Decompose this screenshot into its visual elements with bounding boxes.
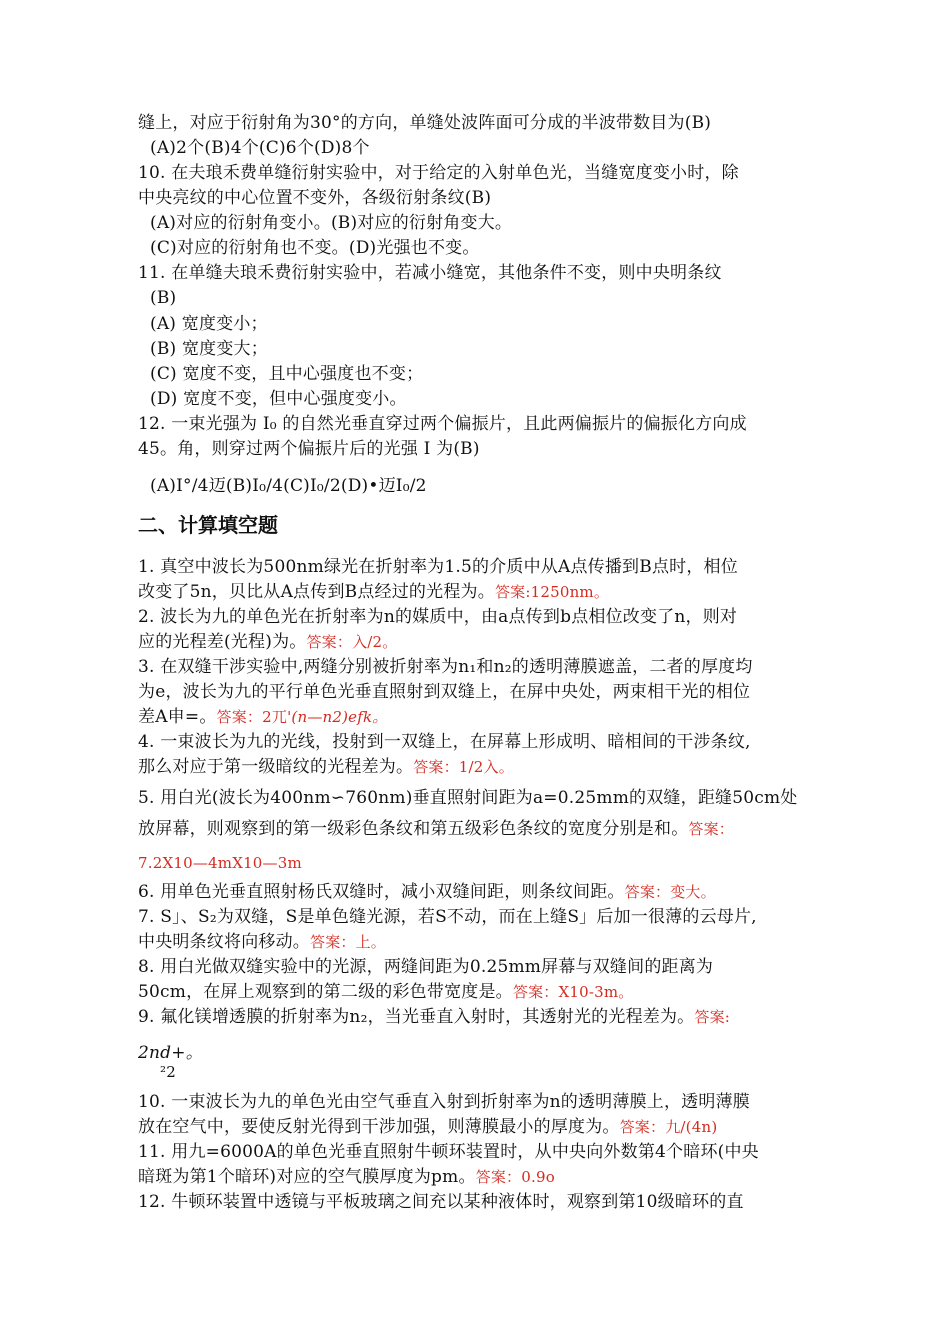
question-11-answer: (B)	[150, 288, 177, 308]
answer-text: 答案：2兀	[216, 708, 288, 726]
question-1-line-2	[138, 580, 609, 604]
question-11-line-1: 11. 在单缝夫琅禾费衍射实验中，若减小缝宽，其他条件不变，则中央明条纹	[138, 263, 722, 283]
option-b: (B) 宽度变大；	[150, 339, 268, 359]
option-c: (C) 宽度不变，且中心强度也不变；	[150, 364, 424, 384]
question-text: 6. 用单色光垂直照射杨氏双缝时，减小双缝间距，则条纹间距。	[138, 882, 625, 902]
question-7-line-2	[138, 930, 386, 954]
question-text: 放在空气中，要使反射光得到干涉加强，则薄膜最小的厚度为。	[138, 1117, 620, 1137]
answer-text: 答案：入/2。	[306, 633, 398, 651]
section-heading: 二、计算填空题	[138, 513, 278, 537]
question-9-formula-sub: ²2	[160, 1063, 176, 1081]
question-text: 放屏幕，则观察到的第一级彩色条纹和第五级彩色条纹的宽度分别是和。	[138, 819, 689, 839]
question-9-formula: 2nd+。	[138, 1043, 203, 1063]
question-10b-line-1: 10. 一束波长为九的单色光由空气垂直入射到折射率为n的透明薄膜上，透明薄膜	[138, 1092, 750, 1112]
question-11b-line-2	[138, 1165, 555, 1189]
question-text: 改变了5n，贝比从A点传到B点经过的光程为。	[138, 582, 495, 602]
text-line: 缝上，对应于衍射角为30°的方向，单缝处波阵面可分成的半波带数目为(B)	[138, 113, 712, 133]
question-text: 那么对应于第一级暗纹的光程差为。	[138, 757, 414, 777]
question-text: 暗斑为第1个暗环)对应的空气膜厚度为pm。	[138, 1167, 476, 1187]
question-5-line-1: 5. 用白光(波长为400nm∽760nm)垂直照射间距为a=0.25mm的双缝，距缝50cm处	[138, 788, 798, 808]
answer-formula: '(n—n2)efk。	[287, 708, 388, 726]
question-4-line-1: 4. 一束波长为九的光线，投射到一双缝上，在屏幕上形成明、暗相间的干涉条纹,	[138, 732, 751, 752]
question-10-line-2: 中央亮纹的中心位置不变外，各级衍射条纹(B)	[138, 188, 492, 208]
question-1-line-1: 1. 真空中波长为500nm绿光在折射率为1.5的介质中从A点传播到B点时，相位	[138, 557, 738, 577]
question-9-line-1	[138, 1005, 730, 1029]
options-line: (A)2个(B)4个(C)6个(D)8个	[150, 138, 370, 158]
question-text: 50cm，在屏上观察到的第二级的彩色带宽度是。	[138, 982, 513, 1002]
option-a: (A) 宽度变小；	[150, 314, 268, 334]
answer-text: 答案：1/2入。	[413, 758, 514, 776]
question-5-answer: 7.2X10—4mX10—3m	[138, 854, 302, 872]
question-12-line-1: 12. 一束光强为 I₀ 的自然光垂直穿过两个偏振片，且此两偏振片的偏振化方向成	[138, 414, 747, 434]
question-4-line-2	[138, 755, 514, 779]
answer-text: 答案：X10-3m。	[512, 983, 634, 1001]
question-7-line-1: 7. S」、S₂为双缝，S是单色缝光源，若S不动，而在上缝S」后加一很薄的云母片,	[138, 907, 757, 927]
question-12b-line-1: 12. 牛顿环装置中透镜与平板玻璃之间充以某种液体时，观察到第10级暗环的直	[138, 1192, 744, 1212]
answer-label: 答案：	[688, 820, 735, 838]
question-3-line-2: 为e，波长为九的平行单色光垂直照射到双缝上，在屏中央处，两束相干光的相位	[138, 682, 751, 702]
question-text: 差A申=。	[138, 707, 217, 727]
options-line: (C)对应的衍射角也不变。(D)光强也不变。	[150, 238, 480, 258]
question-3-line-1: 3. 在双缝干涉实验中,两缝分别被折射率为n₁和n₂的透明薄膜遮盖，二者的厚度均	[138, 657, 753, 677]
question-8-line-2	[138, 980, 633, 1004]
question-2-line-1: 2. 波长为九的单色光在折射率为n的媒质中，由a点传到b点相位改变了n，则对	[138, 607, 738, 627]
question-8-line-1: 8. 用白光做双缝实验中的光源，两缝间距为0.25mm屏幕与双缝间的距离为	[138, 957, 714, 977]
question-text: 应的光程差(光程)为。	[138, 632, 307, 652]
answer-text: 答案：上。	[310, 933, 387, 951]
question-12-line-2: 45。角，则穿过两个偏振片后的光强 I 为(B)	[138, 439, 480, 459]
answer-text: 答案:1250nm。	[494, 583, 610, 601]
answer-text: 答案：0.9o	[475, 1168, 555, 1186]
question-6-line	[138, 880, 716, 904]
answer-label: 答案:	[694, 1008, 731, 1026]
question-text: 9. 氟化镁增透膜的折射率为n₂，当光垂直入射时，其透射光的光程差为。	[138, 1007, 695, 1027]
question-text: 中央明条纹将向移动。	[138, 932, 310, 952]
question-10-line-1: 10. 在夫琅禾费单缝衍射实验中，对于给定的入射单色光，当缝宽度变小时，除	[138, 163, 739, 183]
answer-text: 答案：九/(4n)	[619, 1118, 718, 1136]
question-2-line-2	[138, 630, 397, 654]
answer-text: 答案：变大。	[624, 883, 716, 901]
question-10b-line-2	[138, 1115, 717, 1139]
options-line: (A)对应的衍射角变小。(B)对应的衍射角变大。	[150, 213, 513, 233]
question-5-line-2	[138, 817, 734, 841]
option-d: (D) 宽度不变，但中心强度变小。	[150, 389, 407, 409]
question-11b-line-1: 11. 用九=6000A的单色光垂直照射牛顿环装置时，从中央向外数第4个暗环(中央	[138, 1142, 759, 1162]
question-3-line-3	[138, 705, 388, 729]
options-line: (A)I°/4迈(B)I₀/4(C)I₀/2(D)•迈I₀/2	[150, 476, 427, 496]
